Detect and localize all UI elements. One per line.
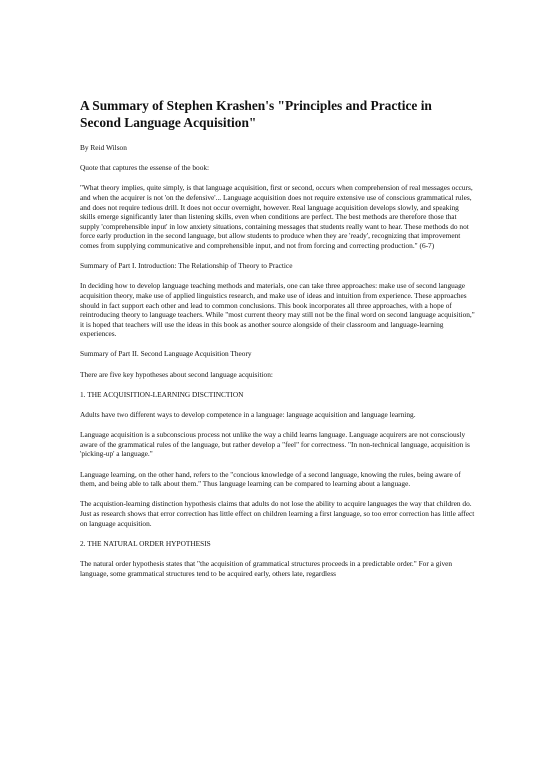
- section-heading: Summary of Part I. Introduction: The Relationship of Theory to Practice: [80, 261, 293, 271]
- document-title: A Summary of Stephen Krashen's "Principles and Practice in Second Language Acquisition": [80, 98, 432, 130]
- paragraph: The acquistion-learning distinction hypothesis claims that adults do not lose the ability to acquire languages the way that children do. Just as research shows that error correction has little effect on children learning a first language, so too error correction has little affect on language acquisition.: [80, 499, 475, 528]
- document-page: [80, 97, 475, 589]
- paragraph: Language acquisition is a subconscious process not unlike the way a child learns language. Language acquirers are not consciously aware of the grammatical rules of the language, but rather develop a "feel" for correctness. "In non-technical language, acquisition is 'picking-up' a language.": [80, 430, 470, 459]
- paragraph: "What theory implies, quite simply, is that language acquisition, first or second, occurs when comprehension of real messages occurs, and when the acquirer is not 'on the defensive'... Language acquisition does not require extensive use of conscious grammatical rules, and does not require tedious drill. It does not occur overnight, however. Real language acquisition develops slowly, and speaking skills emerge significantly later than listening skills, even when conditions are perfect. The best methods are therefore those that supply 'comprehensible input' in low anxiety situations, containing messages that students really want to hear. These methods do not force early production in the second language, but allow students to produce when they are 'ready', recognizing that improvement comes from supplying communicative and comprehensible input, and not from forcing and correcting production." (6-7): [80, 183, 473, 250]
- section-heading: Summary of Part II. Second Language Acquisition Theory: [80, 349, 252, 359]
- paragraph: There are five key hypotheses about second language acquisition:: [80, 369, 273, 379]
- paragraph: In deciding how to develop language teaching methods and materials, one can take three approaches: make use of second language acquisition theory, make use of applied linguistics research, and make use of ideas and intuition from experience. These approaches should in fact support each other and lead to common conclusions. This book incorporates all three approaches, with a hope of reintroducing theory to language teachers. While "most current theory may still not be the final word on second language acquisition," it is hoped that teachers will use the ideas in this book as another source alongside of their classroom and language-learning experiences.: [80, 281, 475, 339]
- document-body: [80, 163, 475, 578]
- paragraph: The natural order hypothesis states that "the acquisition of grammatical structures proceeds in a predictable order." For a given language, some grammatical structures tend to be acquired early, others late, regardless: [80, 558, 453, 578]
- section-heading: 1. THE ACQUISITION-LEARNING DISCTINCTION: [80, 389, 244, 399]
- section-heading: 2. THE NATURAL ORDER HYPOTHESIS: [80, 538, 211, 548]
- paragraph: Language learning, on the other hand, refers to the "concious knowledge of a second language, knowing the rules, being aware of them, and being able to talk about them." Thus language learning can be compared to learning about a language.: [80, 469, 461, 489]
- paragraph: Adults have two different ways to develop competence in a language: language acquisition and language learning.: [80, 410, 416, 420]
- paragraph: Quote that captures the essense of the book:: [80, 163, 210, 173]
- byline: By Reid Wilson: [80, 143, 127, 152]
